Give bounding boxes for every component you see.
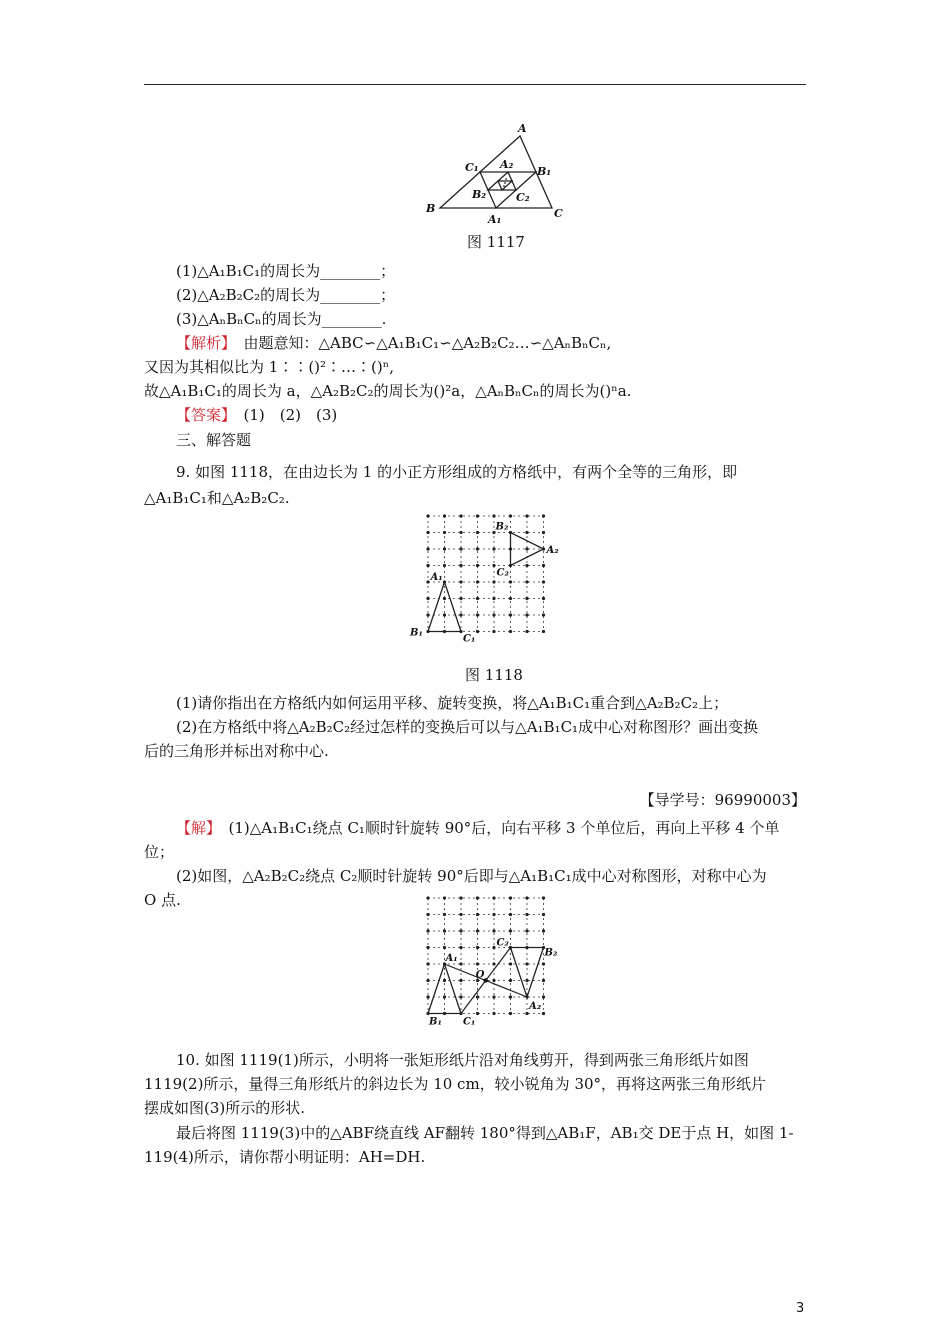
problem-9-line-2: △A₁B₁C₁和△A₂B₂C₂.	[144, 489, 290, 507]
analysis-line-2: 又因为其相似比为 1∶∶()²∶…∶()ⁿ,	[144, 358, 394, 376]
problem-10-line-3: 摆成如图(3)所示的形状.	[144, 1099, 306, 1117]
label-a1: A₁	[445, 953, 458, 964]
label-b1: B₁	[429, 1016, 442, 1028]
label-a: A	[518, 122, 527, 135]
question-2: (2)△A₂B₂C₂的周长为________；	[176, 286, 396, 304]
answer-line: 【答案】 (1) (2) (3)	[176, 406, 338, 424]
section-heading: 三、解答题	[176, 431, 252, 449]
header-rule	[144, 84, 806, 85]
label-b2: B₂	[495, 521, 509, 533]
solution-line-1a: 【解】 (1)△A₁B₁C₁绕点 C₁顺时针旋转 90°后，向右平移 3 个单位后，再向上平移 4 个单	[176, 819, 780, 837]
solution-tag: 【解】	[176, 819, 214, 837]
problem-9-question-2b: 后的三角形并标出对称中心.	[144, 742, 329, 760]
label-a2: A₂	[500, 158, 514, 171]
solution-line-1b: 位；	[144, 843, 175, 861]
label-b1: B₁	[410, 627, 423, 639]
label-c2: C₂	[496, 937, 509, 949]
answer-tag: 【答案】	[176, 406, 229, 424]
analysis-line-3: 故△A₁B₁C₁的周长为 a，△A₂B₂C₂的周长为()²a，△AₙBₙCₙ的周长为()ⁿa.	[144, 382, 632, 400]
question-3: (3)△AₙBₙCₙ的周长为________.	[176, 310, 387, 328]
analysis-line-1: 【解析】 由题意知：△ABC∽△A₁B₁C₁∽△A₂B₂C₂…∽△AₙBₙCₙ,	[176, 334, 612, 352]
label-c2: C₂	[496, 567, 509, 579]
solution-line-2b: O 点.	[144, 891, 181, 909]
label-a2: A₂	[529, 1001, 542, 1012]
label-o: O	[475, 969, 485, 981]
solution-line-2a: (2)如图，△A₂B₂C₂绕点 C₂顺时针旋转 90°后即与△A₁B₁C₁成中心对称图形，对称中心为	[176, 867, 767, 885]
caption-fig1117: 图 1117	[467, 233, 525, 251]
page-number: 3	[796, 1301, 805, 1316]
problem-10-line-4: 最后将图 1119(3)中的△ABF绕直线 AF翻转 180°得到△AB₁F，AB₁交 DE于点 H，如图 1-	[176, 1124, 794, 1142]
question-1: (1)△A₁B₁C₁的周长为________；	[176, 262, 396, 280]
problem-10-line-2: 1119(2)所示，量得三角形纸片的斜边长为 10 cm，较小锐角为 30°，再将这两张三角形纸片	[144, 1075, 767, 1093]
problem-9-question-1: (1)请你指出在方格纸内如何运用平移、旋转变换，将△A₁B₁C₁重合到△A₂B₂C₂上；	[176, 694, 729, 712]
analysis-tag: 【解析】	[176, 334, 229, 352]
figure-1117	[420, 118, 570, 228]
label-c1: C₁	[463, 633, 476, 645]
label-c1: C₁	[465, 161, 479, 174]
figure-answer	[428, 896, 560, 1034]
label-c: C	[554, 207, 563, 220]
label-c1: C₁	[463, 1016, 476, 1028]
guide-number: 【导学号：96990003】	[639, 791, 806, 809]
dotted-grid	[426, 514, 545, 633]
problem-10-line-5: 119(4)所示，请你帮小明证明：AH=DH.	[144, 1148, 426, 1166]
figure-1118	[410, 514, 559, 656]
problem-9-line-1: 9. 如图 1118，在由边长为 1 的小正方形组成的方格纸中，有两个全等的三角形，即	[176, 463, 738, 481]
problem-10-line-1: 10. 如图 1119(1)所示，小明将一张矩形纸片沿对角线剪开，得到两张三角形纸片如图	[176, 1051, 749, 1069]
label-b2: B₂	[472, 188, 487, 201]
label-b: B	[426, 202, 436, 215]
label-a1: A₁	[430, 572, 443, 583]
label-c2: C₂	[516, 191, 530, 204]
label-a1: A₁	[488, 213, 502, 226]
caption-fig1118: 图 1118	[465, 666, 523, 684]
problem-9-question-2a: (2)在方格纸中将△A₂B₂C₂经过怎样的变换后可以与△A₁B₁C₁成中心对称图形？画出变换	[176, 718, 759, 736]
label-b1: B₁	[537, 165, 552, 178]
label-b2: B₂	[544, 947, 558, 959]
label-a2: A₂	[546, 545, 559, 556]
